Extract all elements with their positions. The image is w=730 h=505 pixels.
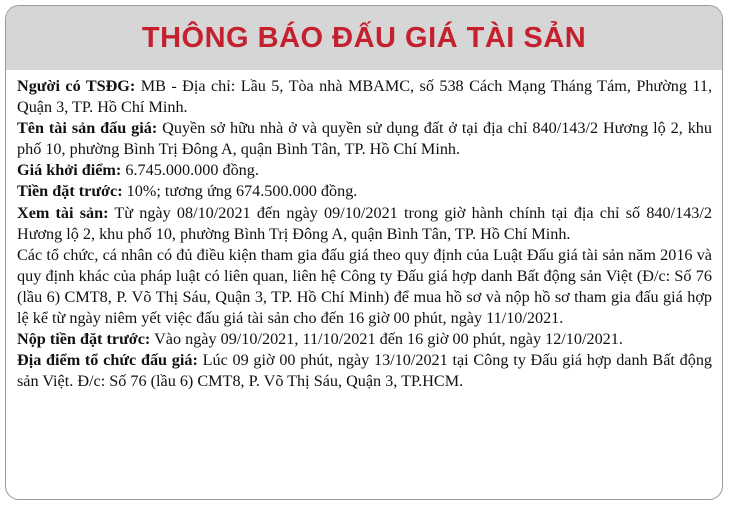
text-deposit: 10%; tương ứng 674.500.000 đồng.: [122, 182, 358, 201]
paragraph-deposit-payment: [17, 329, 712, 350]
paragraph-location: [17, 350, 712, 392]
label-location: Địa điểm tổ chức đấu giá:: [17, 351, 198, 370]
text-location: Lúc 09 giờ 00 phút, ngày 13/10/2021 tại Công ty Đấu giá hợp danh Bất động sản Việt. Đ/c: Số 76 (lầu 6) CMT8, P. Võ Thị Sáu, Quận 3, TP.HCM.: [17, 351, 713, 391]
text-asset-name: Quyền sở hữu nhà ở và quyền sử dụng đất ở tại địa chỉ 840/143/2 Hương lộ 2, khu phố 10, phường Bình Trị Đông A, quận Bình Tân, TP. Hồ Chí Minh.: [17, 119, 712, 159]
text-viewing: Từ ngày 08/10/2021 đến ngày 09/10/2021 trong giờ hành chính tại địa chỉ số 840/143/2 Hương lộ 2, khu phố 10, phường Bình Trị Đông A, quận Bình Tân, TP. Hồ Chí Minh.: [17, 203, 712, 243]
text-owner: MB - Địa chỉ: Lầu 5, Tòa nhà MBAMC, số 538 Cách Mạng Tháng Tám, Phường 11, Quận 3, TP. Hồ Chí Minh.: [17, 77, 713, 117]
paragraph-owner: [17, 76, 712, 118]
label-starting-price: Giá khởi điểm:: [17, 161, 122, 180]
text-conditions: Các tổ chức, cá nhân có đủ điều kiện tham gia đấu giá theo quy định của Luật Đấu giá tài sản năm 2016 và quy định khác của pháp luật có liên quan, liên hệ Công ty Đấu giá hợp danh Bất động sản Việt (Đ/c: Số 76 (lầu 6) CMT8, P. Võ Thị Sáu, Quận 3, TP. Hồ Chí Minh) để mua hồ sơ và nộp hồ sơ tham gia đấu giá hợp lệ kể từ ngày niêm yết việc đấu giá tài sản cho đến 16 giờ 00 phút, ngày 11/10/2021.: [17, 245, 712, 328]
text-deposit-payment: Vào ngày 09/10/2021, 11/10/2021 đến 16 giờ 00 phút, ngày 12/10/2021.: [150, 330, 623, 349]
label-asset-name: Tên tài sản đấu giá:: [17, 119, 158, 138]
notice-body: [6, 70, 722, 392]
paragraph-viewing: [17, 203, 712, 245]
notice-frame: [5, 5, 723, 500]
paragraph-asset-name: [17, 118, 712, 160]
label-deposit: Tiền đặt trước:: [17, 182, 123, 201]
notice-header: [6, 6, 722, 70]
text-starting-price: 6.745.000.000 đồng.: [121, 161, 259, 180]
label-viewing: Xem tài sản:: [17, 203, 109, 222]
label-owner: Người có TSĐG:: [17, 77, 136, 95]
notice-title: THÔNG BÁO ĐẤU GIÁ TÀI SẢN: [141, 21, 587, 54]
paragraph-starting-price: [17, 160, 712, 181]
paragraph-deposit: [17, 181, 712, 202]
label-deposit-payment: Nộp tiền đặt trước:: [17, 330, 151, 349]
paragraph-conditions: [17, 245, 712, 329]
